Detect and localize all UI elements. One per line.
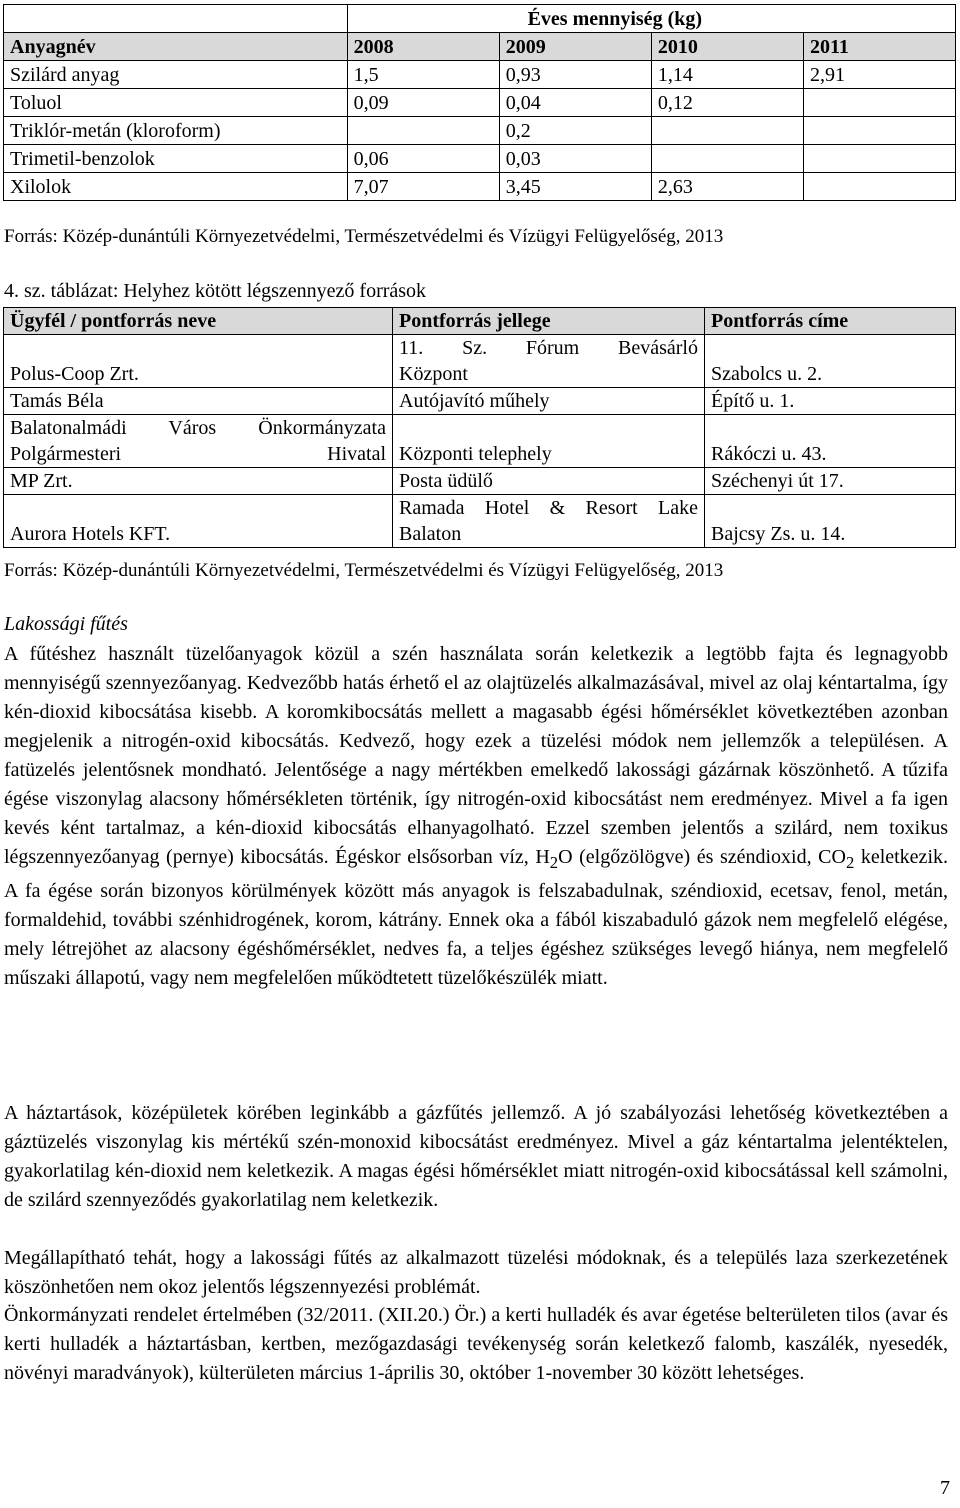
value-cell bbox=[803, 173, 955, 201]
table-corner bbox=[4, 5, 348, 33]
pollution-sources-table bbox=[3, 307, 956, 548]
column-header-address: Pontforrás címe bbox=[705, 308, 956, 335]
value-cell: 7,07 bbox=[347, 173, 499, 201]
client-name: Aurora Hotels KFT. bbox=[4, 495, 393, 548]
value-cell: 0,04 bbox=[499, 89, 651, 117]
paragraph-text: A fűtéshez használt tüzelőanyagok közül a szén használata során keletkezik a legtöbb fajta és legnagyobb mennyiségű szennyezőanyag. Kedvezőbb hatás érhető el az olajtüzelés alkalmazásával, mivel az olaj kéntartalma, így kén-dioxid kibocsátása kisebb. A koromkibocsátás mellett a magasabb égési hőmérséklet következtében azonban megjelenik a nitrogén-oxid kibocsátás. Kedvező, hogy ezek a tüzelési módok nem jellemzők a településen. A fatüzelés jelentősnek mondható. Jelentősége a nagy mértékben emelkedő lakossági gázárnak köszönhető. A tűzifa égése viszonylag alacsony hőmérsékleten történik, így nitrogén-oxid kibocsátást nem eredményez. Mivel a fa igen kevés ként tartalmaz, a kén-dioxid kibocsátás elhanyagolható. Ezzel szemben jelentős a szilárd, nem toxikus légszennyezőanyag (pernye) kibocsátás. Égéskor elsősorban víz, H bbox=[4, 643, 948, 868]
table-row bbox=[4, 468, 956, 495]
client-name: Polus-Coop Zrt. bbox=[4, 335, 393, 388]
value-cell: 0,09 bbox=[347, 89, 499, 117]
column-header-year: 2011 bbox=[803, 33, 955, 61]
column-header-anyagnev: Anyagnév bbox=[4, 33, 348, 61]
page-number: 7 bbox=[940, 1477, 950, 1499]
substance-name: Xilolok bbox=[4, 173, 348, 201]
source-type bbox=[393, 495, 705, 548]
source-address: Széchenyi út 17. bbox=[705, 468, 956, 495]
value-cell: 2,63 bbox=[651, 173, 803, 201]
value-cell: 0,12 bbox=[651, 89, 803, 117]
column-header-year: 2010 bbox=[651, 33, 803, 61]
value-cell: 1,14 bbox=[651, 61, 803, 89]
table-row bbox=[4, 335, 956, 388]
source-note: Forrás: Közép-dunántúli Környezetvédelmi, Természetvédelmi és Vízügyi Felügyelőség, 2013 bbox=[4, 560, 724, 581]
value-cell: 0,93 bbox=[499, 61, 651, 89]
value-cell bbox=[803, 145, 955, 173]
table-row bbox=[4, 415, 956, 468]
column-header-year: 2009 bbox=[499, 33, 651, 61]
group-header: Éves mennyiség (kg) bbox=[347, 5, 955, 33]
table-row bbox=[4, 89, 956, 117]
paragraph-text: O (elgőzölögve) és széndioxid, CO bbox=[558, 846, 846, 868]
subscript: 2 bbox=[845, 853, 855, 872]
source-address: Bajcsy Zs. u. 14. bbox=[705, 495, 956, 548]
column-header-type: Pontforrás jellege bbox=[393, 308, 705, 335]
column-header-year: 2008 bbox=[347, 33, 499, 61]
value-cell bbox=[803, 89, 955, 117]
value-cell bbox=[651, 145, 803, 173]
source-type: Autójavító műhely bbox=[393, 388, 705, 415]
section-heading: Lakossági fűtés bbox=[4, 613, 128, 635]
substance-name: Trimetil-benzolok bbox=[4, 145, 348, 173]
source-type-line: Ramada Hotel & Resort Lake bbox=[399, 497, 698, 519]
source-note: Forrás: Közép-dunántúli Környezetvédelmi, Természetvédelmi és Vízügyi Felügyelőség, 2013 bbox=[4, 226, 724, 247]
source-address: Rákóczi u. 43. bbox=[705, 415, 956, 468]
value-cell: 1,5 bbox=[347, 61, 499, 89]
table-caption: 4. sz. táblázat: Helyhez kötött légszennyező források bbox=[4, 280, 427, 302]
table-row bbox=[4, 61, 956, 89]
table-row bbox=[4, 495, 956, 548]
substance-name: Toluol bbox=[4, 89, 348, 117]
table-row bbox=[4, 388, 956, 415]
value-cell: 2,91 bbox=[803, 61, 955, 89]
table-row bbox=[4, 145, 956, 173]
source-type-line: Balaton bbox=[399, 523, 462, 545]
paragraph: Megállapítható tehát, hogy a lakossági fűtés az alkalmazott tüzelési módoknak, és a település laza szerkezetének köszönhetően nem okoz jelentős légszennyezési problémát. bbox=[4, 1247, 948, 1298]
value-cell: 0,2 bbox=[499, 117, 651, 145]
value-cell: 0,03 bbox=[499, 145, 651, 173]
value-cell: 0,06 bbox=[347, 145, 499, 173]
paragraph bbox=[4, 640, 948, 993]
table-row bbox=[4, 117, 956, 145]
subscript: 2 bbox=[549, 853, 559, 872]
column-header-name: Ügyfél / pontforrás neve bbox=[4, 308, 393, 335]
paragraph: Önkormányzati rendelet értelmében (32/2011. (XII.20.) Ör.) a kerti hulladék és avar égetése belterületen tilos (avar és kerti hulladék a háztartásban, kertben, mezőgazdasági tevékenység során keletkező falomb, kaszálék, nyesedék, növényi maradványok), külterületen március 1-április 30, október 1-november 30 között lehetséges. bbox=[4, 1304, 948, 1384]
emissions-table bbox=[3, 4, 956, 201]
source-type: Központi telephely bbox=[393, 415, 705, 468]
table-row bbox=[4, 173, 956, 201]
paragraph-text: keletkezik. A fa égése során bizonyos körülmények között más anyagok is felszabadulnak, széndioxid, ecetsav, fenol, metán, formaldehid, további szénhidrogének, korom, kátrány. Ennek oka a fából kiszabaduló gázok nem megfelelő elégése, mely létrejöhet az alacsony égéshőmérséklet, nedves fa, a teljes égéshez szükséges levegő hiánya, nem megfelelő műszaki állapotú, vagy nem megfelelően működtetett tüzelőkészülék miatt. bbox=[4, 846, 948, 989]
substance-name: Szilárd anyag bbox=[4, 61, 348, 89]
client-name: MP Zrt. bbox=[4, 468, 393, 495]
substance-name: Triklór-metán (kloroform) bbox=[4, 117, 348, 145]
source-type: Posta üdülő bbox=[393, 468, 705, 495]
source-address: Építő u. 1. bbox=[705, 388, 956, 415]
value-cell bbox=[651, 117, 803, 145]
paragraph: A háztartások, középületek körében leginkább a gázfűtés jellemző. A jó szabályozási lehetőség következtében a gáztüzelés viszonylag kis mértékű szén-monoxid kibocsátást eredményez. Mivel a gáz kéntartalma jelentéktelen, gyakorlatilag kén-dioxid nem keletkezik. A magas égési hőmérséklet miatt nitrogén-oxid kibocsátással kell számolni, de szilárd szennyeződés gyakorlatilag nem keletkezik. bbox=[4, 1102, 948, 1211]
client-name-line: Polgármesteri Hivatal bbox=[10, 443, 386, 465]
source-address: Szabolcs u. 2. bbox=[705, 335, 956, 388]
source-type bbox=[393, 335, 705, 388]
value-cell bbox=[347, 117, 499, 145]
value-cell bbox=[803, 117, 955, 145]
source-type-line: 11. Sz. Fórum Bevásárló bbox=[399, 337, 698, 359]
source-type-line: Központ bbox=[399, 363, 468, 385]
client-name bbox=[4, 415, 393, 468]
value-cell: 3,45 bbox=[499, 173, 651, 201]
client-name: Tamás Béla bbox=[4, 388, 393, 415]
client-name-line: Balatonalmádi Város Önkormányzata bbox=[10, 417, 386, 439]
